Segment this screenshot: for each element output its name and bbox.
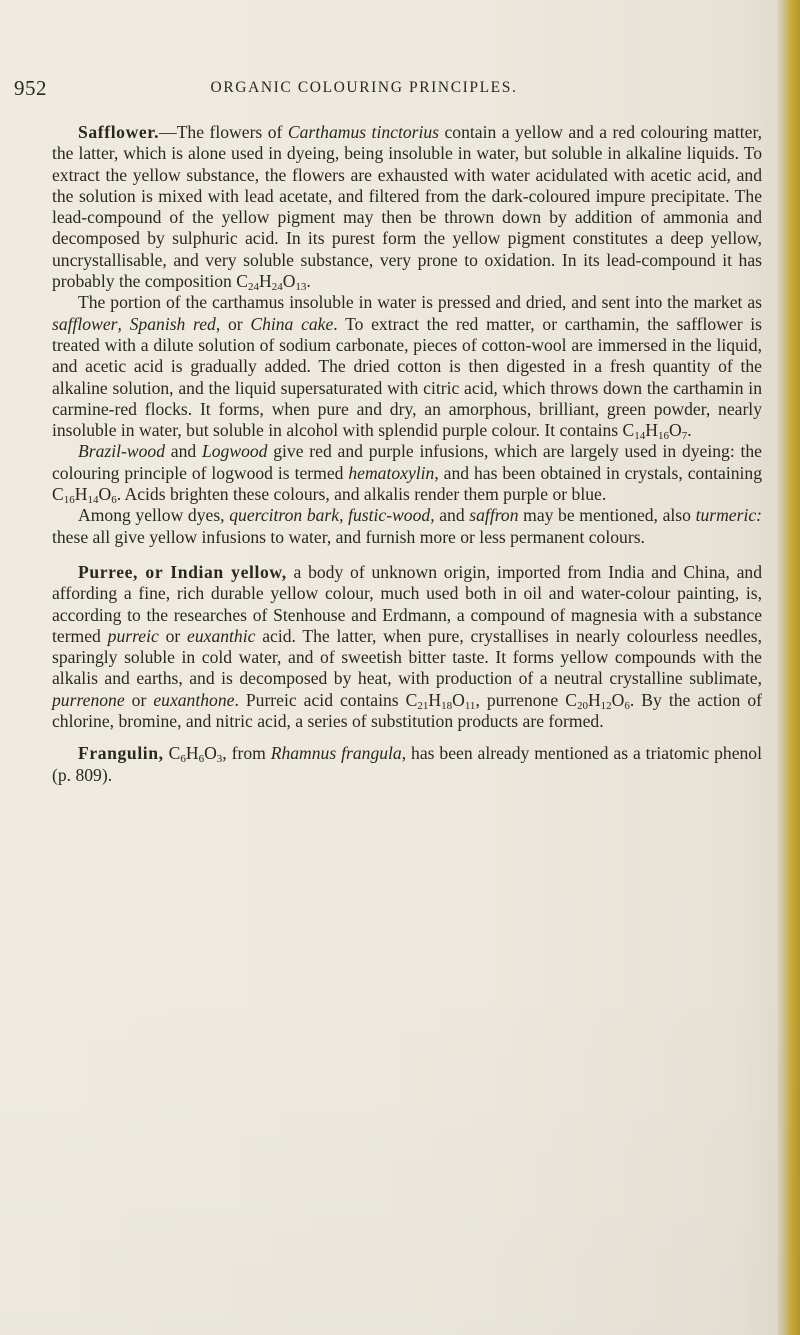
paragraph-frangulin: Frangulin, $C_6H_6O_3$, from Rhamnus frangula, has been already mentioned as a triatomic phenol (p. 809). (52, 743, 762, 785)
page-number: 952 (14, 76, 47, 100)
paragraph-carthamus: The portion of the carthamus insoluble in water is pressed and dried, and sent into the market as safflower, Spanish red, or China cake. To extract the red matter, or carthamin, the safflower is treated with a dilute solution of sodium carbonate, pieces of cotton-wool are immersed in the liquid, and acetic acid is gradually added. The dried cotton is then digested in a fresh quantity of the alkaline solution, and the liquid supersaturated with citric acid, which throws down the carthamin in carmine-red flocks. It forms, when pure and dry, an amorphous, brilliant, green powder, nearly insoluble in water, but soluble in alcohol with splendid purple colour. It contains $C_{14}H_{16}O_7$. (52, 292, 762, 443)
running-head (14, 76, 754, 106)
chemical-formula: $C_{14}H_{16}O_7$ (622, 420, 688, 443)
chemical-formula: $C_{20}H_{12}O_6$ (565, 689, 630, 712)
paragraph-brazil-wood: Brazil-wood and Logwood give red and purple infusions, which are largely used in dyeing: the colouring principle of logwood is termed hematoxylin, and has been obtained in crystals, containing $C_{16}H_{14}O_6$. Acids brighten these colours, and alkalis render them purple or blue. (52, 441, 762, 507)
chemical-formula: $C_{24}H_{24}O_{13}$ (236, 271, 307, 294)
page-shading (0, 955, 800, 1335)
chemical-formula: $C_6H_6O_3$ (168, 743, 223, 766)
page-body (52, 122, 762, 786)
term-purree: Purree, or Indian yellow, (78, 561, 287, 582)
chemical-formula: $C_{16}H_{14}O_6$ (52, 484, 117, 507)
chemical-formula: $C_{21}H_{18}O_{11}$ (405, 689, 476, 712)
paragraph-yellow-dyes: Among yellow dyes, quercitron bark, fustic-wood, and saffron may be mentioned, also turmeric: these all give yellow infusions to water, and furnish more or less permanent colours. (52, 505, 763, 547)
page-title: ORGANIC COLOURING PRINCIPLES. (210, 79, 518, 96)
paragraph-purree: Purree, or Indian yellow, a body of unknown origin, imported from India and China, and affording a fine, rich durable yellow colour, much used both in oil and water-colour painting, is, according to the researches of Stenhouse and Erdmann, a compound of magnesia with a substance termed purreic or euxanthic acid. The latter, when pure, crystallises in nearly colourless needles, sparingly soluble in cold water, and of sweetish bitter taste. It forms yellow compounds with the alkalis and earths, and is decomposed by heat, with production of a neutral crystalline sublimate, purrenone or euxanthone. Purreic acid contains $C_{21}H_{18}O_{11}$, purrenone $C_{20}H_{12}O_6$. By the action of chlorine, bromine, and nitric acid, a series of substitution products are formed. (52, 561, 763, 732)
term-safflower: Safflower. (78, 122, 160, 142)
term-frangulin: Frangulin, (78, 743, 164, 764)
paragraph-safflower: Safflower.—The flowers of Carthamus tinctorius contain a yellow and a red colouring matter, the latter, which is alone used in dyeing, being insoluble in water, but soluble in alkaline liquids. To extract the yellow substance, the flowers are exhausted with water acidulated with acetic acid, and the solution is mixed with lead acetate, and filtered from the dark-coloured impure precipitate. The lead-compound of the yellow pigment may then be thrown down by addition of ammonia and decomposed by sulphuric acid. In its purest form the yellow pigment constitutes a deep yellow, uncrystallisable, and very soluble substance, very prone to oxidation. In its lead-compound it has probably the composition $C_{24}H_{24}O_{13}$. (52, 122, 763, 294)
